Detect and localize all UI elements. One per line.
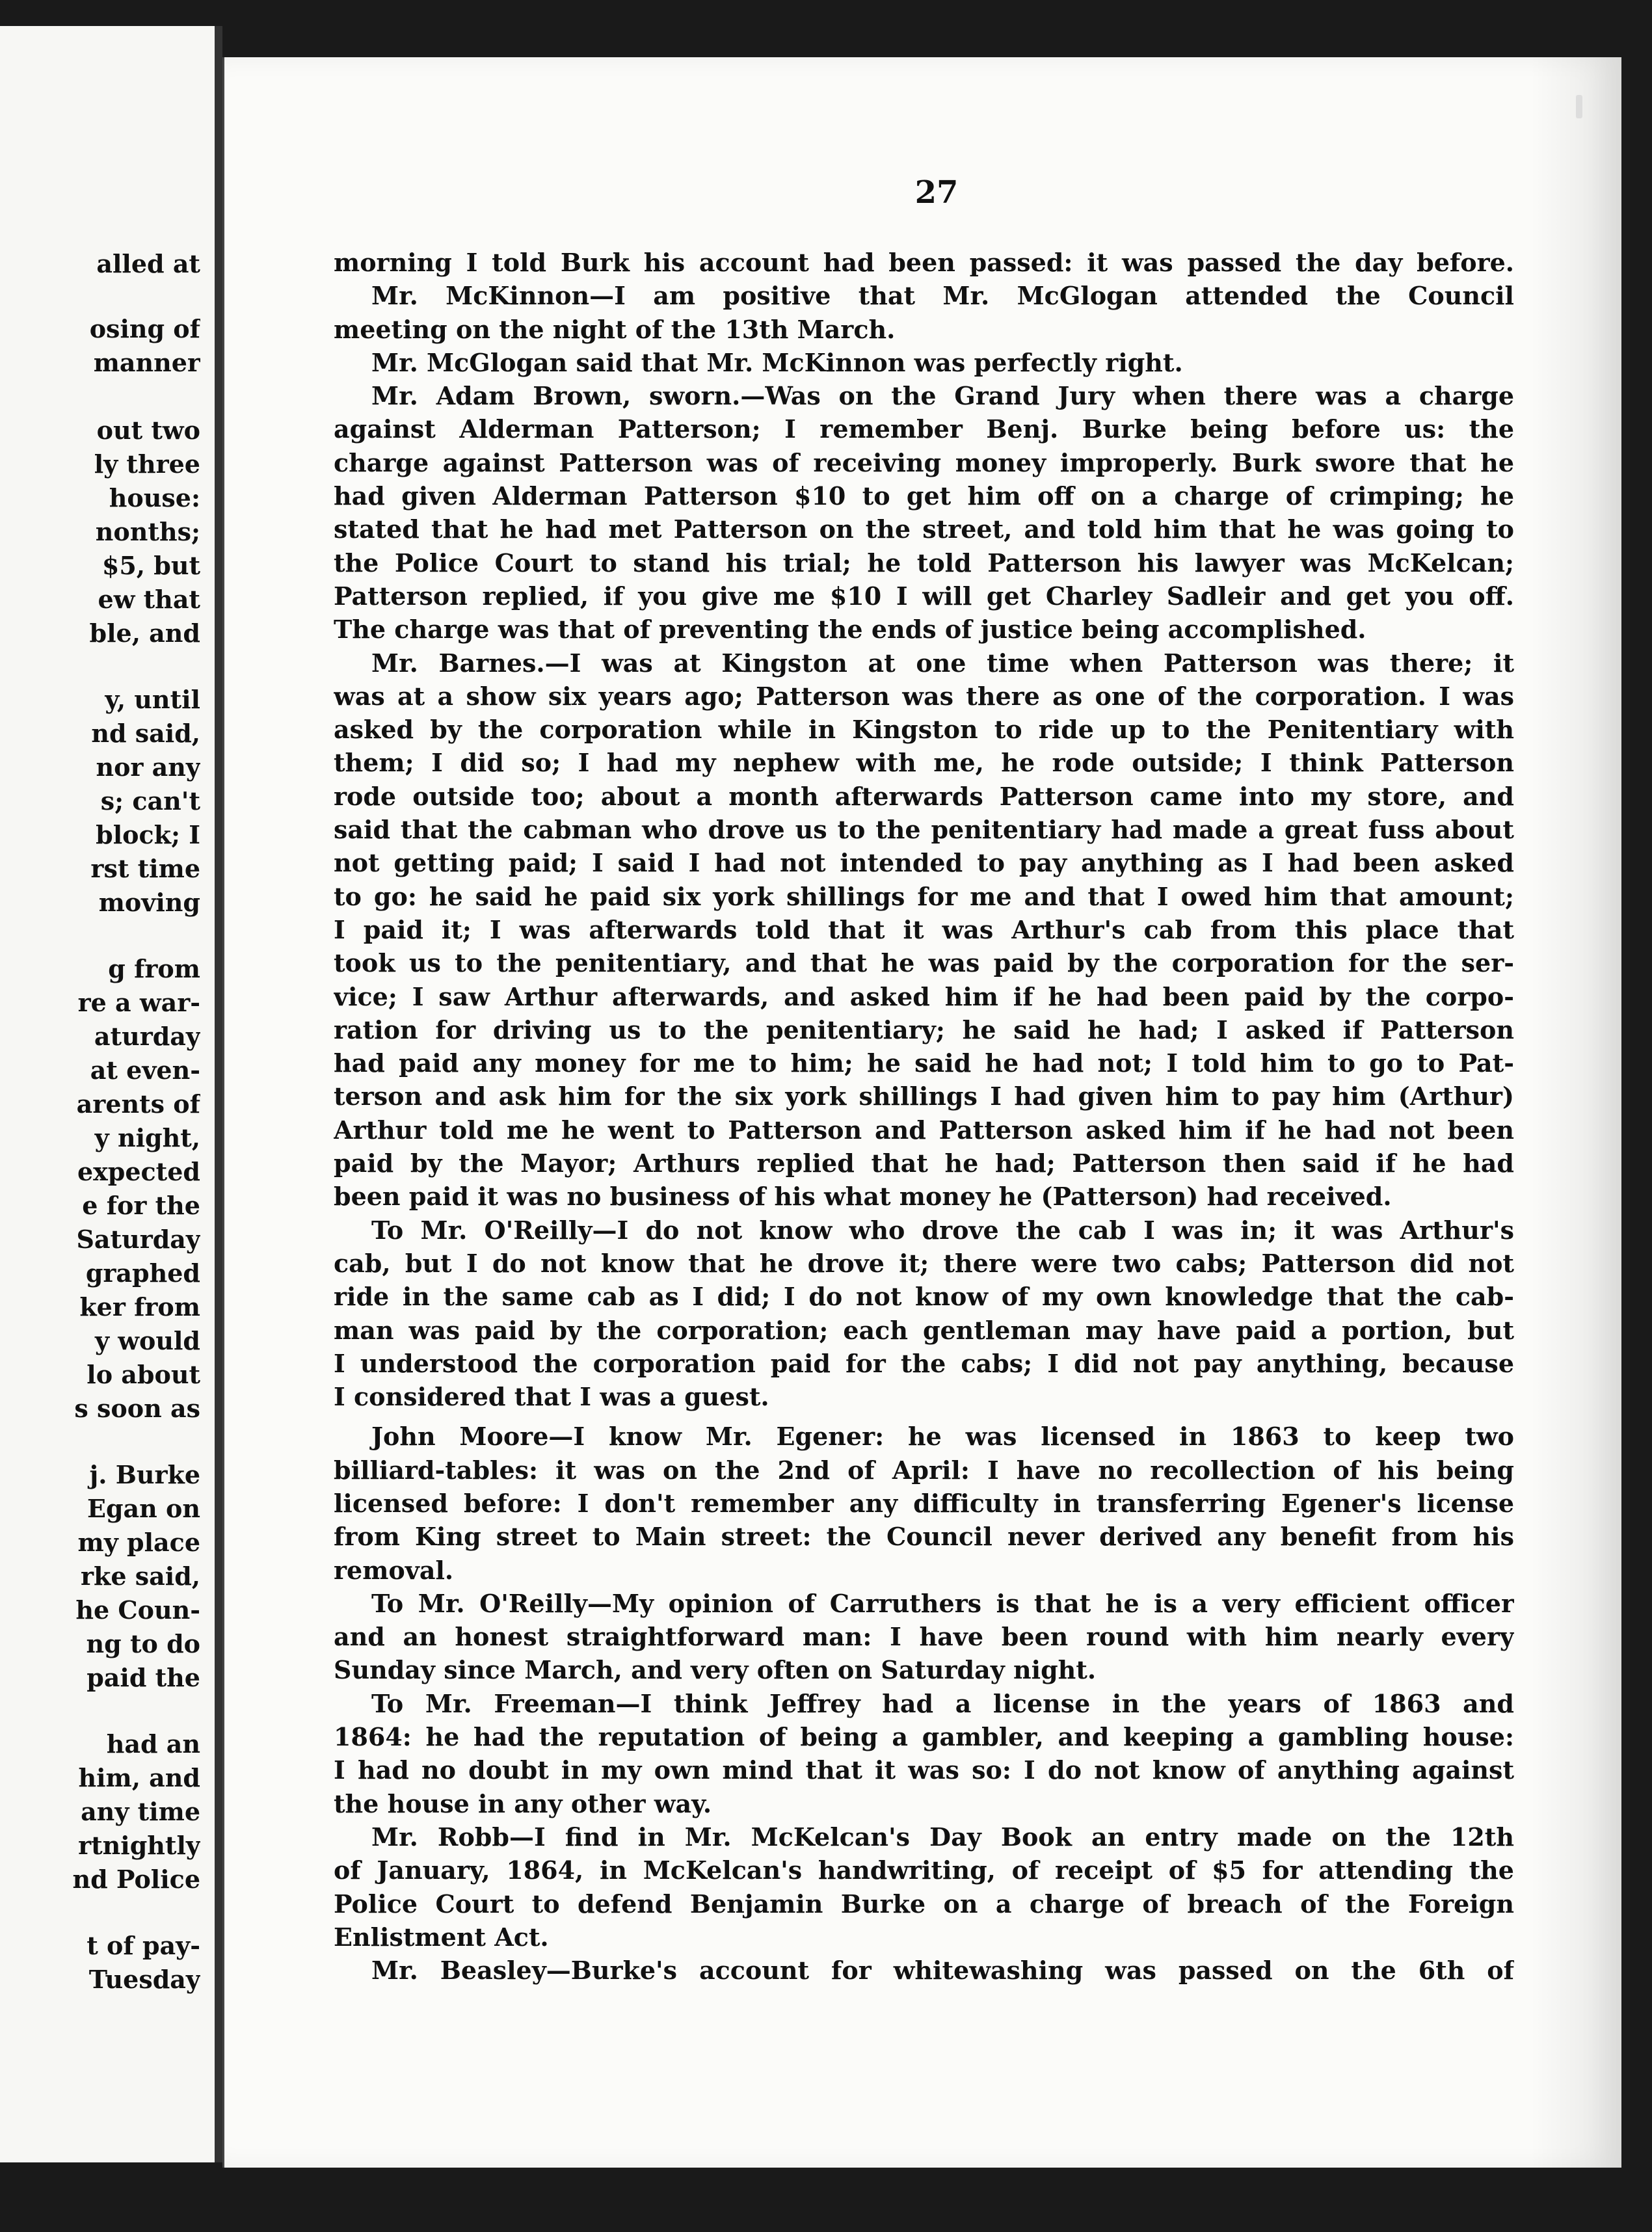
text-line: Mr. Barnes.—I was at Kingston at one time when Patterson was there; it <box>371 648 1514 678</box>
left-page-text-fragment: nd Police <box>72 1865 200 1894</box>
text-line: paid by the Mayor; Arthurs replied that he had; Patterson then said if he had <box>334 1149 1514 1178</box>
text-line: not getting paid; I said I had not intended to pay anything as I had been asked <box>334 848 1514 878</box>
left-page-text-fragment: block; I <box>96 820 200 849</box>
text-line: To Mr. Freeman—I think Jeffrey had a license in the years of 1863 and <box>371 1688 1514 1718</box>
left-page-text-fragment: e for the <box>82 1191 200 1220</box>
left-page-text-fragment: nor any <box>96 752 200 782</box>
left-page-text-fragment: s soon as <box>74 1394 200 1423</box>
left-page-text-fragment: g from <box>108 954 200 983</box>
text-line: Patterson replied, if you give me $10 I will get Charley Sadleir and get you off. <box>334 581 1514 611</box>
text-line: took us to the penitentiary, and that he was paid by the corporation for the ser- <box>334 948 1514 978</box>
left-page-text-fragment: y night, <box>94 1123 200 1152</box>
text-line: Enlistment Act. <box>334 1922 549 1952</box>
text-line: Mr. McGlogan said that Mr. McKinnon was perfectly right. <box>371 347 1183 377</box>
left-page-text-fragment: y would <box>94 1326 200 1355</box>
text-line: to go: he said he paid six york shillings for me and that I owed him that amount; <box>334 881 1514 911</box>
left-page-text-fragment: manner <box>93 348 200 377</box>
page-number: 27 <box>914 174 959 211</box>
left-page-text-fragment: out two <box>96 416 200 445</box>
text-line: stated that he had met Patterson on the street, and told him that he was going to <box>334 514 1514 544</box>
left-page-text-fragment: s; can't <box>100 786 200 816</box>
left-page-text-fragment: aturday <box>94 1022 200 1051</box>
left-page-text-fragment: ble, and <box>89 618 200 648</box>
text-line: Sunday since March, and very often on Saturday night. <box>334 1655 1097 1685</box>
text-line: said that the cabman who drove us to the penitentiary had made a great fuss about <box>334 815 1514 845</box>
left-page-text-fragment: ly three <box>94 449 200 479</box>
left-page-text-fragment: nonths; <box>95 517 200 546</box>
left-page-text-fragment: paid the <box>87 1663 200 1692</box>
left-page-text-fragment: ew that <box>98 585 200 614</box>
text-line: vice; I saw Arthur afterwards, and asked him if he had been paid by the corpo- <box>334 981 1514 1011</box>
left-page-text-fragment: him, and <box>78 1763 200 1792</box>
left-page-text-fragment: y, until <box>105 685 200 714</box>
left-page-text-fragment: osing of <box>89 314 200 343</box>
text-line: of January, 1864, in McKelcan's handwriting, of receipt of $5 for attending the <box>334 1855 1514 1885</box>
text-line: ride in the same cab as I did; I do not know of my own knowledge that the cab- <box>334 1282 1514 1312</box>
book-page <box>222 57 1621 2168</box>
text-line: terson and ask him for the six york shillings I had given him to pay him (Arthur) <box>334 1082 1514 1111</box>
text-line: Police Court to defend Benjamin Burke on a charge of breach of the Foreign <box>334 1889 1514 1919</box>
text-line: the house in any other way. <box>334 1788 712 1818</box>
text-line: asked by the corporation while in Kingston to ride up to the Penitentiary with <box>334 715 1514 745</box>
left-page-text-fragment: at even- <box>90 1056 200 1085</box>
left-page-text-fragment: Saturday <box>76 1225 200 1254</box>
text-line: licensed before: I don't remember any difficulty in transferring Egener's license <box>334 1488 1514 1518</box>
left-page-text-fragment: expected <box>77 1157 200 1186</box>
text-line: removal. <box>334 1555 454 1585</box>
text-line: I paid it; I was afterwards told that it was Arthur's cab from this place that <box>334 914 1514 944</box>
left-page-text-fragment: my place <box>77 1528 200 1557</box>
text-line: man was paid by the corporation; each gentleman may have paid a portion, but <box>334 1315 1514 1345</box>
text-line: charge against Patterson was of receiving money improperly. Burk swore that he <box>334 447 1514 477</box>
left-page-text-fragment: any time <box>81 1797 200 1826</box>
left-page-text-fragment: re a war- <box>77 988 200 1017</box>
text-line: I understood the corporation paid for the cabs; I did not pay anything, because <box>334 1348 1514 1378</box>
left-page-text-fragment: Tuesday <box>88 1965 200 1994</box>
left-page-text-fragment: arents of <box>76 1089 200 1119</box>
left-page-text-fragment: moving <box>98 888 200 917</box>
text-line: had given Alderman Patterson $10 to get him off on a charge of crimping; he <box>334 481 1514 511</box>
left-page-margin <box>0 26 217 2162</box>
left-page-text-fragment: house: <box>109 483 200 512</box>
left-page-text-fragment: rke said, <box>80 1561 200 1591</box>
text-line: been paid it was no business of his what money he (Patterson) had received. <box>334 1182 1392 1212</box>
text-line: the Police Court to stand his trial; he told Patterson his lawyer was McKelcan; <box>334 548 1514 578</box>
text-line: Mr. Beasley—Burke's account for whitewashing was passed on the 6th of <box>371 1956 1514 1986</box>
text-line: To Mr. O'Reilly—My opinion of Carruthers is that he is a very efficient officer <box>371 1588 1514 1618</box>
text-line: The charge was that of preventing the ends of justice being accomplished. <box>334 615 1366 644</box>
text-line: I considered that I was a guest. <box>334 1382 769 1412</box>
text-line: I had no doubt in my own mind that it was so: I do not know of anything against <box>334 1755 1514 1785</box>
text-line: them; I did so; I had my nephew with me, he rode outside; I think Patterson <box>334 748 1514 778</box>
left-page-text-fragment: nd said, <box>91 719 200 748</box>
left-page-text-fragment: Egan on <box>87 1494 200 1523</box>
text-line: 1864: he had the reputation of being a gambler, and keeping a gambling house: <box>334 1722 1514 1752</box>
text-line: billiard-tables: it was on the 2nd of April: I have no recollection of his being <box>334 1455 1514 1485</box>
text-line: and an honest straightforward man: I have been round with him nearly every <box>334 1622 1514 1652</box>
page-edge-shadow <box>1530 57 1621 2168</box>
text-line: meeting on the night of the 13th March. <box>334 314 896 344</box>
left-page-text-fragment: j. Burke <box>89 1460 200 1489</box>
left-page-text-fragment: ker from <box>79 1292 200 1322</box>
left-page-text-fragment: he Coun- <box>75 1595 200 1625</box>
left-page-text-fragment: t of pay- <box>87 1931 200 1960</box>
text-line: cab, but I do not know that he drove it; there were two cabs; Patterson did not <box>334 1248 1514 1278</box>
text-line: John Moore—I know Mr. Egener: he was licensed in 1863 to keep two <box>371 1422 1514 1452</box>
text-line: from King street to Main street: the Council never derived any benefit from his <box>334 1522 1514 1552</box>
left-page-text-fragment: rst time <box>90 854 200 883</box>
text-line: To Mr. O'Reilly—I do not know who drove the cab I was in; it was Arthur's <box>371 1215 1514 1245</box>
text-line: morning I told Burk his account had been passed: it was passed the day before. <box>334 248 1514 277</box>
left-page-text-fragment: $5, but <box>101 551 200 580</box>
text-line: had paid any money for me to him; he said he had not; I told him to go to Pat- <box>334 1048 1514 1078</box>
text-line: Mr. Robb—I find in Mr. McKelcan's Day Book an entry made on the 12th <box>371 1822 1514 1852</box>
left-page-text-fragment: alled at <box>96 249 200 278</box>
page-body-text <box>334 246 1514 1987</box>
left-page-text-fragment: lo about <box>87 1360 200 1389</box>
text-line: Mr. Adam Brown, sworn.—Was on the Grand Jury when there was a charge <box>371 381 1514 411</box>
page-corner-mark <box>1576 95 1582 118</box>
text-line: against Alderman Patterson; I remember Benj. Burke being before us: the <box>334 414 1514 444</box>
text-line: Mr. McKinnon—I am positive that Mr. McGlogan attended the Council <box>371 281 1514 311</box>
left-page-text-fragment: ng to do <box>86 1629 200 1658</box>
text-line: was at a show six years ago; Patterson was there as one of the corporation. I was <box>334 681 1514 711</box>
book-gutter <box>215 26 222 2162</box>
text-line: ration for driving us to the penitentiary; he said he had; I asked if Patterson <box>334 1015 1514 1044</box>
text-line: Arthur told me he went to Patterson and Patterson asked him if he had not been <box>334 1115 1514 1145</box>
left-page-text-fragment: graphed <box>85 1258 200 1288</box>
text-line: rode outside too; about a month afterwards Patterson came into my store, and <box>334 781 1514 811</box>
left-page-text-fragment: rtnightly <box>78 1831 200 1860</box>
left-page-text-fragment: had an <box>106 1729 200 1759</box>
